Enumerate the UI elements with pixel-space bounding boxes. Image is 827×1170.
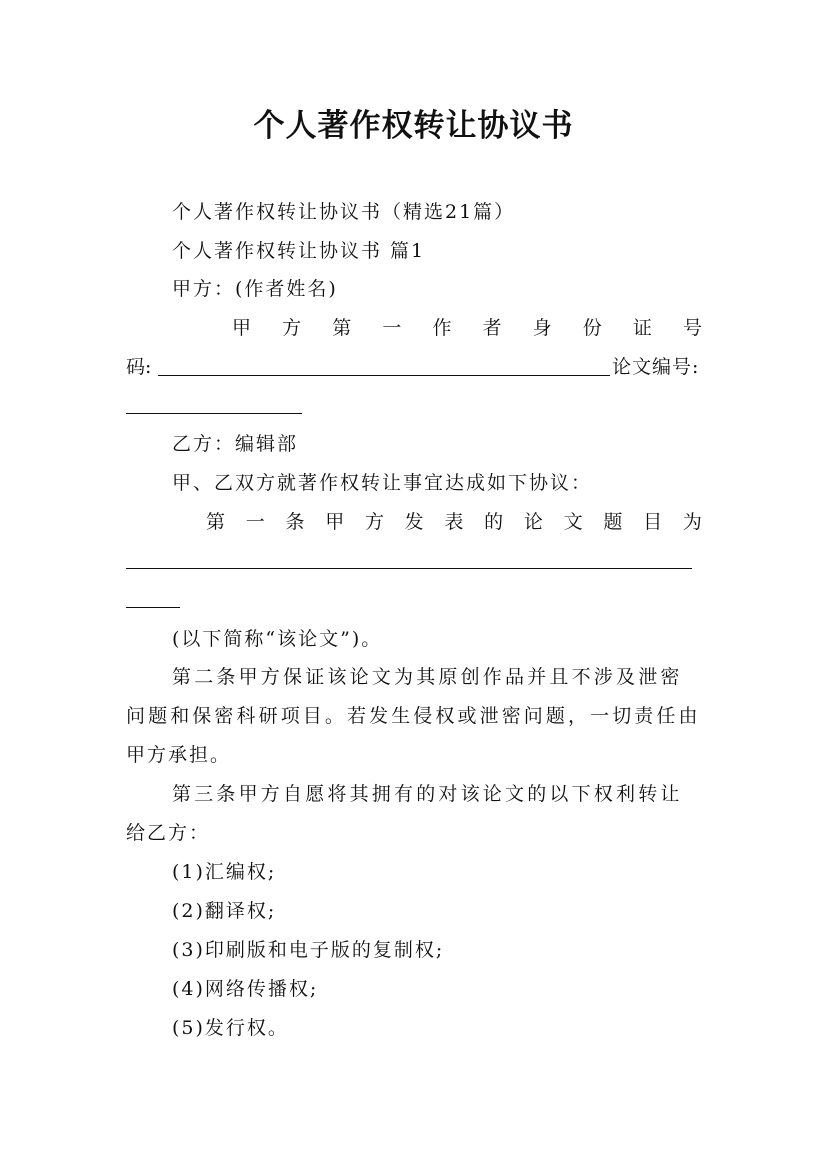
article2-line1: 第二条甲方保证该论文为其原创作品并且不涉及泄密	[172, 666, 683, 688]
id-code-label: 码:	[126, 356, 152, 378]
spread-char: 发	[404, 511, 424, 533]
document-subtitle: 个人著作权转让协议书（精选21篇）	[172, 201, 516, 223]
spread-char: 份	[582, 317, 602, 339]
document-title: 个人著作权转让协议书	[253, 108, 574, 144]
party-a-id-spread	[232, 316, 702, 340]
party-a-line: 甲方：(作者姓名)	[172, 278, 338, 300]
spread-char: 号	[682, 317, 702, 339]
spread-char: 题	[603, 511, 623, 533]
thesis-title-blank-continued	[126, 607, 180, 608]
spread-char: 方	[364, 511, 384, 533]
rights-item-1: (1)汇编权;	[172, 861, 277, 883]
spread-char: 论	[523, 511, 543, 533]
article2-line2: 问题和保密科研项目。若发生侵权或泄密问题，一切责任由	[126, 705, 701, 727]
id-code-line	[126, 355, 151, 379]
spread-char: 身	[532, 317, 552, 339]
spread-char: 表	[444, 511, 464, 533]
spread-char: 的	[484, 511, 504, 533]
id-code-blank	[158, 375, 610, 376]
spread-char: 条	[285, 511, 305, 533]
spread-char: 一	[382, 317, 402, 339]
spread-char: 甲	[232, 317, 252, 339]
thesis-number-label: 论文编号:	[612, 356, 700, 378]
spread-char: 目	[643, 511, 663, 533]
rights-item-5: (5)发行权。	[172, 1017, 289, 1039]
article1-spread	[206, 510, 702, 534]
article3-line2: 给乙方：	[126, 822, 211, 844]
rights-item-2: (2)翻译权;	[172, 900, 277, 922]
article1-suffix: (以下简称“该论文”)。	[172, 628, 383, 650]
thesis-number-blank	[126, 413, 302, 414]
spread-char: 甲	[325, 511, 345, 533]
spread-char: 一	[245, 511, 265, 533]
section-heading: 个人著作权转让协议书 篇1	[172, 240, 426, 262]
article3-line1: 第三条甲方自愿将其拥有的对该论文的以下权利转让	[172, 783, 683, 805]
spread-char: 为	[682, 511, 702, 533]
spread-char: 作	[432, 317, 452, 339]
spread-char: 方	[282, 317, 302, 339]
agreement-intro: 甲、乙双方就著作权转让事宜达成如下协议：	[172, 472, 593, 494]
party-b-line: 乙方：编辑部	[172, 433, 299, 455]
spread-char: 文	[563, 511, 583, 533]
rights-item-4: (4)网络传播权;	[172, 978, 319, 1000]
spread-char: 证	[632, 317, 652, 339]
spread-char: 第	[332, 317, 352, 339]
rights-item-3: (3)印刷版和电子版的复制权;	[172, 939, 445, 961]
article2-line3: 甲方承担。	[126, 744, 232, 766]
spread-char: 者	[482, 317, 502, 339]
thesis-title-blank	[126, 568, 692, 569]
spread-char: 第	[206, 511, 226, 533]
